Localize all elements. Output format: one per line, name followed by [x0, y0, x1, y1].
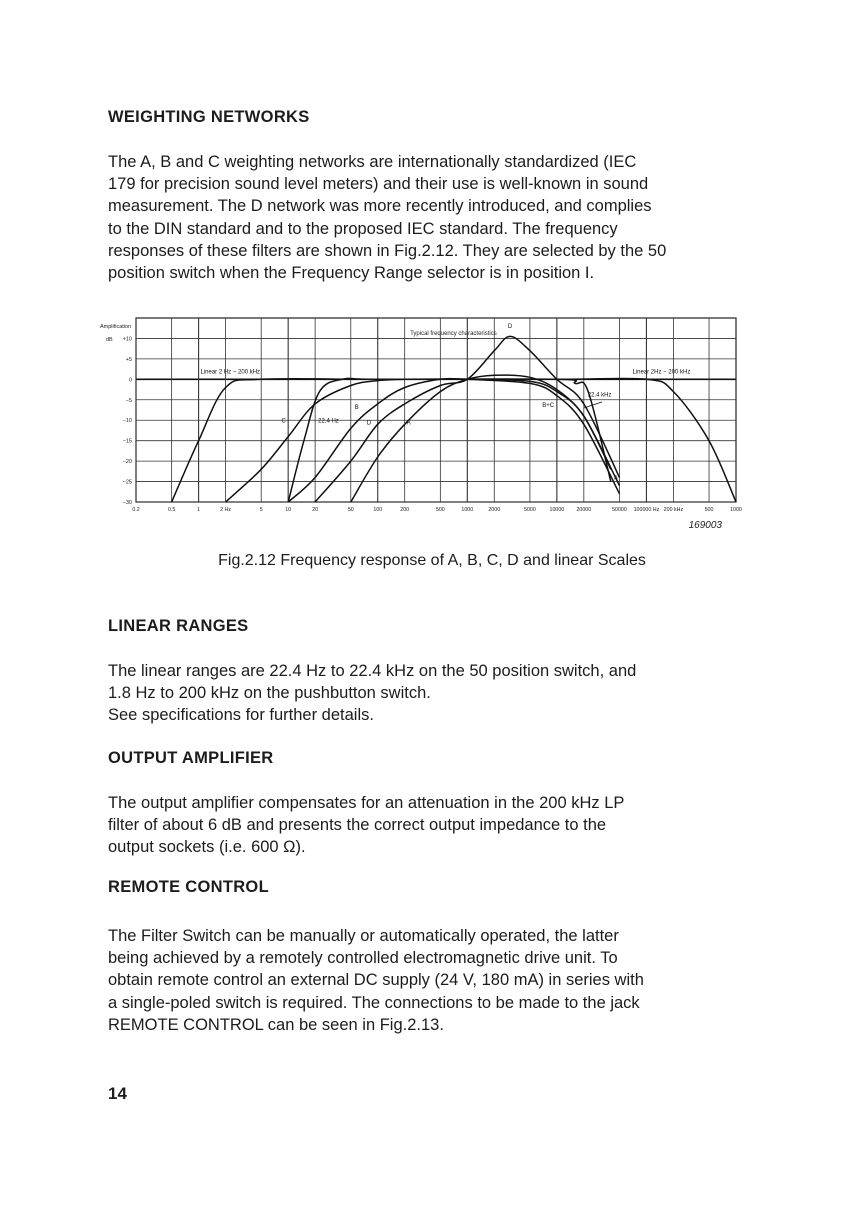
paragraph-line: to the DIN standard and to the proposed IEC standard. The frequency — [108, 219, 618, 238]
x-tick-label: 5000 — [524, 507, 536, 513]
heading-linear-ranges: LINEAR RANGES — [108, 617, 249, 635]
y-tick-label: −30 — [122, 500, 132, 506]
x-tick-label: 2 Hz — [220, 507, 232, 513]
heading-output-amplifier: OUTPUT AMPLIFIER — [108, 749, 274, 767]
annotation-a: A — [406, 420, 411, 427]
paragraph-weighting — [108, 151, 736, 284]
x-tick-label: 100 — [373, 507, 383, 513]
annotation-a-low: A — [613, 475, 618, 482]
curve-linear-narrow — [288, 378, 611, 502]
paragraph-line: REMOTE CONTROL can be seen in Fig.2.13. — [108, 1015, 444, 1034]
paragraph-line: responses of these filters are shown in Fig.2.12. They are selected by the 50 — [108, 241, 667, 260]
y-tick-label: 0 — [128, 377, 132, 384]
x-tick-label: 10 — [285, 507, 292, 513]
annotation-b: B — [354, 405, 359, 412]
y-tick-label: −10 — [122, 418, 132, 425]
x-tick-label: 2000 — [488, 507, 501, 513]
x-tick-label: 20 — [312, 507, 319, 513]
x-tick-label: 1000 — [730, 507, 742, 513]
y-tick-label: +10 — [122, 336, 132, 343]
paragraph-line: The linear ranges are 22.4 Hz to 22.4 kHz on the 50 position switch, and — [108, 662, 637, 680]
y-tick-label: −15 — [122, 438, 132, 445]
figure-caption: Fig.2.12 Frequency response of A, B, C, D and linear Scales — [218, 552, 646, 569]
curve-a — [351, 375, 611, 502]
paragraph-line: measurement. The D network was more recently introduced, and complies — [108, 197, 652, 216]
annotation-22-4-hz: 22.4 Hz — [318, 418, 339, 425]
paragraph-line: position switch when the Frequency Range selector is in position I. — [108, 264, 595, 283]
annotation-b-plus-c: B+C — [542, 403, 555, 410]
annotation-linear-right: Linear 2Hz − 200 kHz — [632, 369, 691, 376]
chart-grid — [136, 318, 736, 502]
y-tick-label: −20 — [122, 459, 132, 466]
x-tick-label: 0.2 — [132, 507, 140, 513]
paragraph-line: being achieved by a remotely controlled electromagnetic drive unit. To — [108, 949, 618, 968]
x-tick-label: 50000 — [612, 507, 627, 513]
x-tick-label: 50 — [347, 507, 354, 513]
paragraph-line: obtain remote control an external DC supply (24 V, 180 mA) in series with — [108, 971, 644, 990]
x-tick-label: 5 — [259, 507, 263, 513]
y-axis-unit: dB — [106, 337, 113, 343]
paragraph-remote — [108, 925, 736, 1036]
x-tick-label: 0.5 — [167, 507, 176, 513]
y-tick-label: −5 — [125, 397, 132, 404]
paragraph-line: The Filter Switch can be manually or automatically operated, the latter — [108, 927, 619, 945]
chart-labels — [100, 324, 742, 530]
curve-linear-wide — [172, 378, 736, 502]
paragraph-output — [108, 792, 736, 859]
heading-remote-control: REMOTE CONTROL — [108, 878, 269, 896]
annotation-22-4-khz: 22.4 kHz — [587, 392, 612, 399]
paragraph-line: The A, B and C weighting networks are internationally standardized (IEC — [108, 153, 637, 171]
paragraph-line: The output amplifier compensates for an attenuation in the 200 kHz LP — [108, 794, 625, 812]
paragraph-line: output sockets (i.e. 600 Ω). — [108, 838, 306, 857]
figure-number: 169003 — [688, 520, 722, 530]
y-tick-label: −25 — [122, 479, 132, 486]
annotation-d-low: D — [366, 420, 372, 427]
paragraph-line: 1.8 Hz to 200 kHz on the pushbutton switch. — [108, 684, 431, 703]
x-tick-label: 1000 — [461, 507, 474, 513]
annotation-linear-left: Linear 2 Hz − 200 kHz — [200, 369, 261, 376]
page-number: 14 — [108, 1084, 127, 1103]
x-tick-label: 200 kHz — [663, 507, 684, 513]
annotation-c: C — [281, 418, 286, 425]
x-tick-label: 20000 — [576, 507, 592, 513]
chart-title: Typical frequency characteristics — [410, 331, 497, 337]
x-tick-label: 1 — [197, 507, 201, 513]
paragraph-line: a single-poled switch is required. The connections to be made to the jack — [108, 993, 640, 1012]
x-tick-label: 500 — [435, 507, 445, 513]
annotation-d: D — [507, 324, 513, 331]
x-tick-label: 500 — [704, 507, 714, 513]
paragraph-line: 179 for precision sound level meters) and their use is well-known in sound — [108, 175, 649, 194]
heading-weighting-networks: WEIGHTING NETWORKS — [108, 108, 310, 126]
chart-curves — [172, 336, 736, 502]
y-axis-title: Amplification — [100, 324, 132, 330]
x-tick-label: 100000 Hz — [633, 507, 660, 513]
x-tick-label: 10000 — [549, 507, 565, 513]
frequency-response-chart — [96, 312, 746, 530]
paragraph-line: See specifications for further details. — [108, 706, 374, 725]
x-tick-label: 200 — [400, 507, 410, 513]
paragraph-line: filter of about 6 dB and presents the correct output impedance to the — [108, 816, 607, 835]
y-tick-label: +5 — [125, 356, 132, 363]
paragraph-linear — [108, 660, 736, 727]
